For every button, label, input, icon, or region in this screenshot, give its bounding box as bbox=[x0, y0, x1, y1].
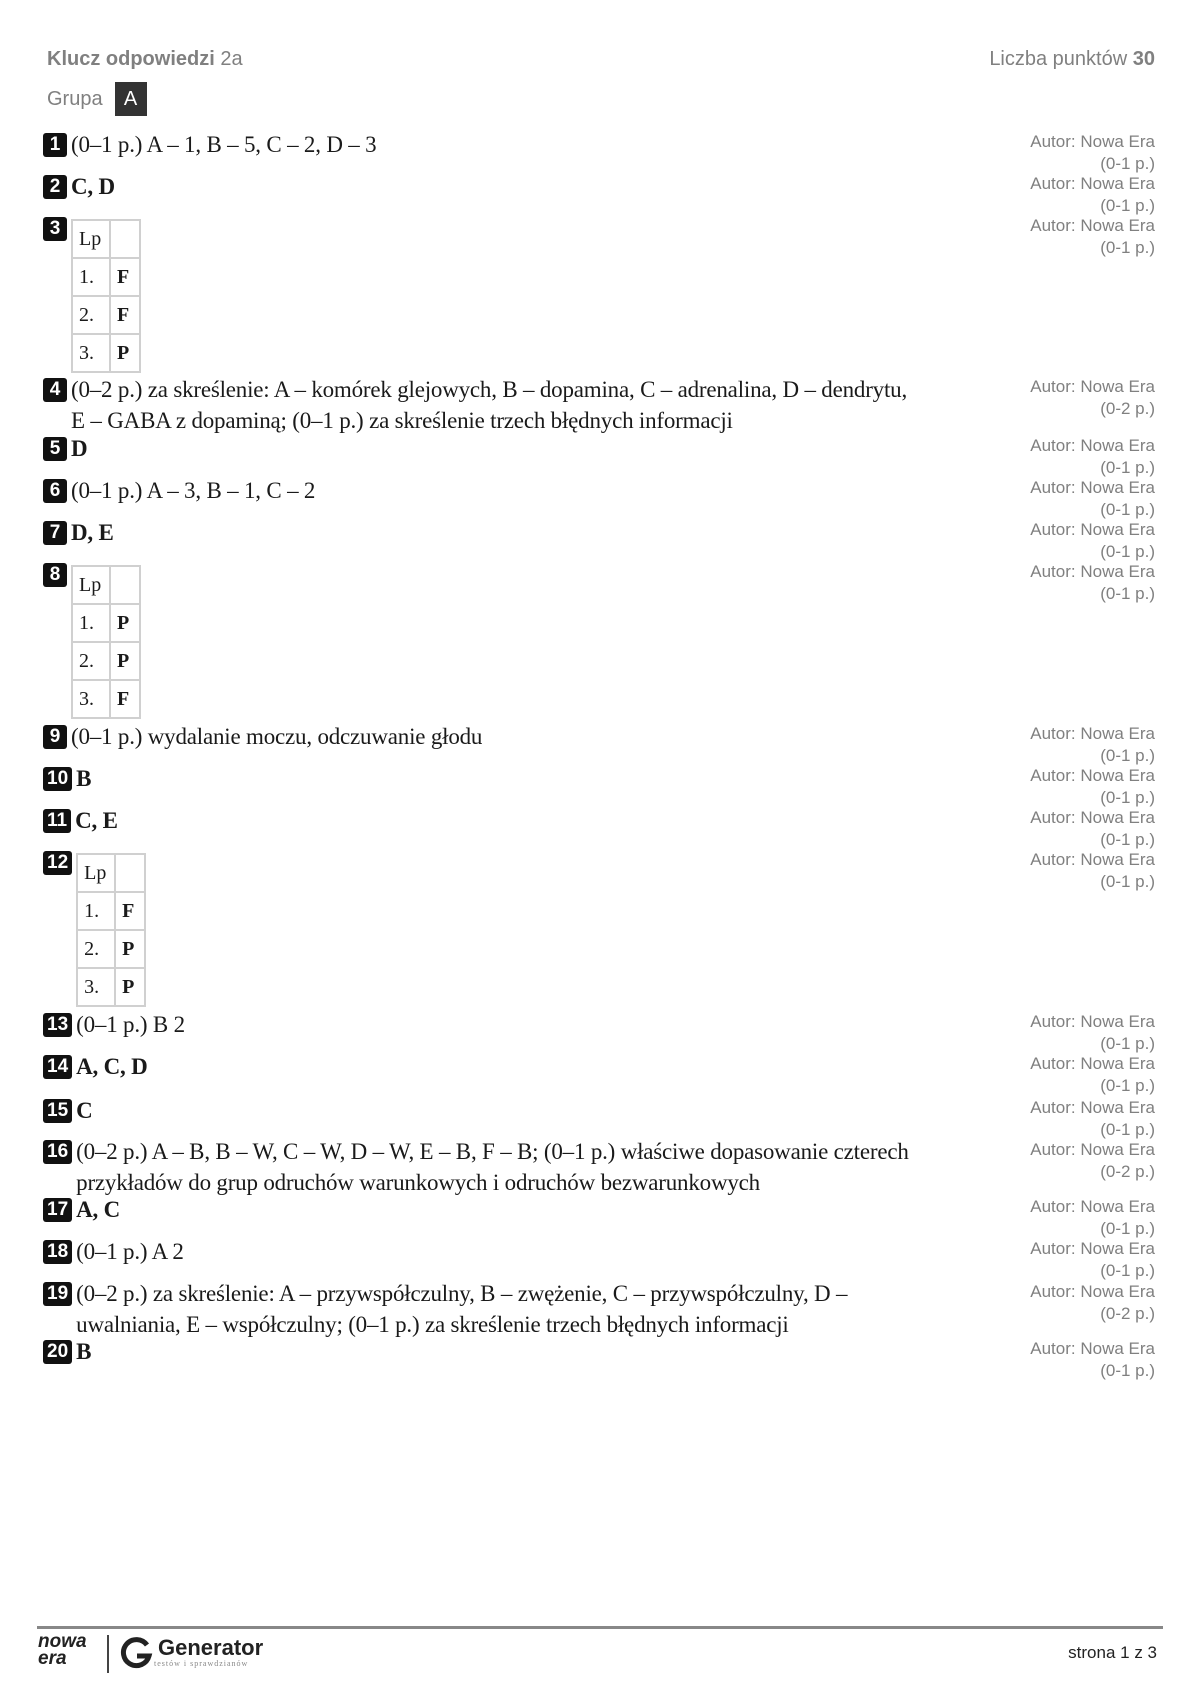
question-17-meta bbox=[955, 1196, 1155, 1240]
author: Autor: Nowa Era bbox=[1030, 562, 1155, 581]
table-row: 2. F bbox=[72, 296, 140, 334]
points-label: Liczba punktów bbox=[989, 48, 1128, 70]
answer-text: B bbox=[76, 1339, 92, 1364]
question-number: 13 bbox=[43, 1013, 72, 1037]
points: (0-1 p.) bbox=[1100, 196, 1155, 215]
answer-text: D bbox=[71, 436, 88, 461]
question-1-meta bbox=[955, 131, 1155, 175]
question-8 bbox=[43, 559, 943, 719]
question-4 bbox=[43, 374, 923, 436]
question-19 bbox=[43, 1278, 923, 1340]
logo-separator bbox=[107, 1635, 109, 1673]
author: Autor: Nowa Era bbox=[1030, 1140, 1155, 1159]
points: (0-1 p.) bbox=[1100, 1261, 1155, 1280]
title-variant: 2a bbox=[220, 48, 243, 70]
question-6-meta bbox=[955, 477, 1155, 521]
question-number: 9 bbox=[43, 725, 67, 749]
author: Autor: Nowa Era bbox=[1030, 1239, 1155, 1258]
points: (0-2 p.) bbox=[1100, 1162, 1155, 1181]
table-row: 2. P bbox=[72, 642, 140, 680]
group-label: Grupa bbox=[47, 87, 103, 110]
table-row: 3. P bbox=[77, 968, 145, 1006]
question-number: 12 bbox=[43, 851, 72, 875]
group-indicator bbox=[47, 82, 147, 116]
author: Autor: Nowa Era bbox=[1030, 1098, 1155, 1117]
points: (0-1 p.) bbox=[1100, 584, 1155, 603]
points: (0-1 p.) bbox=[1100, 1076, 1155, 1095]
question-number: 10 bbox=[43, 767, 72, 791]
answer-text: D, E bbox=[71, 520, 114, 545]
question-number: 19 bbox=[43, 1282, 72, 1306]
question-11-meta bbox=[955, 807, 1155, 851]
table-row: 3. F bbox=[72, 680, 140, 718]
author: Autor: Nowa Era bbox=[1030, 174, 1155, 193]
question-10-meta bbox=[955, 765, 1155, 809]
points: (0-1 p.) bbox=[1100, 1361, 1155, 1380]
points-value: 30 bbox=[1132, 48, 1155, 70]
question-18 bbox=[43, 1236, 943, 1267]
answer-text: C, E bbox=[75, 808, 118, 833]
answer-text: A, C, D bbox=[76, 1054, 148, 1079]
author: Autor: Nowa Era bbox=[1030, 377, 1155, 396]
footer-divider bbox=[37, 1626, 1163, 1629]
points: (0-1 p.) bbox=[1100, 458, 1155, 477]
points: (0-1 p.) bbox=[1100, 238, 1155, 257]
answer-text: C, D bbox=[71, 174, 115, 199]
answer-text: (0–1 p.) A – 1, B – 5, C – 2, D – 3 bbox=[71, 132, 377, 157]
question-19-meta bbox=[955, 1281, 1155, 1325]
author: Autor: Nowa Era bbox=[1030, 520, 1155, 539]
author: Autor: Nowa Era bbox=[1030, 478, 1155, 497]
points: (0-1 p.) bbox=[1100, 154, 1155, 173]
question-12-meta bbox=[955, 849, 1155, 893]
question-number: 20 bbox=[43, 1340, 72, 1364]
question-7 bbox=[43, 517, 943, 548]
answer-text: (0–1 p.) A – 3, B – 1, C – 2 bbox=[71, 478, 316, 503]
question-14-meta bbox=[955, 1053, 1155, 1097]
question-3 bbox=[43, 213, 943, 373]
points: (0-1 p.) bbox=[1100, 500, 1155, 519]
generator-logo bbox=[120, 1636, 263, 1670]
question-number: 16 bbox=[43, 1140, 72, 1164]
points: (0-1 p.) bbox=[1100, 872, 1155, 891]
points: (0-2 p.) bbox=[1100, 399, 1155, 418]
answer-table bbox=[76, 853, 146, 1007]
question-18-meta bbox=[955, 1238, 1155, 1282]
author: Autor: Nowa Era bbox=[1030, 724, 1155, 743]
answer-text: A, C bbox=[76, 1197, 121, 1222]
author: Autor: Nowa Era bbox=[1030, 216, 1155, 235]
question-12 bbox=[43, 847, 943, 1007]
table-row: 3. P bbox=[72, 334, 140, 372]
table-header: Lp bbox=[77, 854, 115, 892]
author: Autor: Nowa Era bbox=[1030, 1197, 1155, 1216]
question-number: 18 bbox=[43, 1240, 72, 1264]
question-11 bbox=[43, 805, 943, 836]
table-row: 1. F bbox=[77, 892, 145, 930]
question-9-meta bbox=[955, 723, 1155, 767]
table-header: Lp bbox=[72, 220, 110, 258]
question-15-meta bbox=[955, 1097, 1155, 1141]
question-14 bbox=[43, 1051, 943, 1082]
answer-text: (0–1 p.) wydalanie moczu, odczuwanie głodu bbox=[71, 724, 483, 749]
logo-line2: era bbox=[38, 1648, 67, 1669]
nowa-era-logo bbox=[38, 1633, 87, 1667]
points: (0-1 p.) bbox=[1100, 788, 1155, 807]
question-number: 1 bbox=[43, 133, 67, 157]
question-7-meta bbox=[955, 519, 1155, 563]
question-20 bbox=[43, 1336, 943, 1367]
question-number: 7 bbox=[43, 521, 67, 545]
logo-line1: nowa bbox=[38, 1631, 87, 1652]
title-bold: Klucz odpowiedzi bbox=[47, 48, 215, 70]
question-17 bbox=[43, 1194, 943, 1225]
points: (0-1 p.) bbox=[1100, 1120, 1155, 1139]
question-number: 14 bbox=[43, 1055, 72, 1079]
answer-table bbox=[71, 219, 141, 373]
author: Autor: Nowa Era bbox=[1030, 1339, 1155, 1358]
question-number: 11 bbox=[43, 809, 71, 833]
question-5-meta bbox=[955, 435, 1155, 479]
table-row: 2. P bbox=[77, 930, 145, 968]
question-1 bbox=[43, 129, 943, 160]
answer-text: (0–1 p.) B 2 bbox=[76, 1012, 185, 1037]
question-20-meta bbox=[955, 1338, 1155, 1382]
points: (0-1 p.) bbox=[1100, 1219, 1155, 1238]
points-total bbox=[989, 48, 1155, 71]
author: Autor: Nowa Era bbox=[1030, 1282, 1155, 1301]
question-15 bbox=[43, 1095, 943, 1126]
points: (0-1 p.) bbox=[1100, 1034, 1155, 1053]
author: Autor: Nowa Era bbox=[1030, 1054, 1155, 1073]
question-number: 6 bbox=[43, 479, 67, 503]
question-16-meta bbox=[955, 1139, 1155, 1183]
generator-g-icon bbox=[120, 1636, 154, 1670]
answer-table bbox=[71, 565, 141, 719]
author: Autor: Nowa Era bbox=[1030, 1012, 1155, 1031]
author: Autor: Nowa Era bbox=[1030, 132, 1155, 151]
question-10 bbox=[43, 763, 943, 794]
table-header: Lp bbox=[72, 566, 110, 604]
points: (0-1 p.) bbox=[1100, 746, 1155, 765]
points: (0-1 p.) bbox=[1100, 830, 1155, 849]
points: (0-1 p.) bbox=[1100, 542, 1155, 561]
table-row: 1. F bbox=[72, 258, 140, 296]
author: Autor: Nowa Era bbox=[1030, 436, 1155, 455]
question-2 bbox=[43, 171, 943, 202]
question-number: 8 bbox=[43, 563, 67, 587]
question-number: 2 bbox=[43, 175, 67, 199]
answer-text: C bbox=[76, 1098, 93, 1123]
question-16 bbox=[43, 1136, 923, 1198]
author: Autor: Nowa Era bbox=[1030, 766, 1155, 785]
question-number: 3 bbox=[43, 217, 67, 241]
question-number: 5 bbox=[43, 437, 67, 461]
author: Autor: Nowa Era bbox=[1030, 808, 1155, 827]
generator-subtitle: testów i sprawdzianów bbox=[154, 1659, 249, 1668]
question-13 bbox=[43, 1009, 943, 1040]
question-6 bbox=[43, 475, 943, 506]
answer-text: B bbox=[76, 766, 92, 791]
question-4-meta bbox=[955, 376, 1155, 420]
question-3-meta bbox=[955, 215, 1155, 259]
question-2-meta bbox=[955, 173, 1155, 217]
answer-text: (0–2 p.) A – B, B – W, C – W, D – W, E – B, F – B; (0–1 p.) właściwe dopasowanie czterech przykładów do grup odruchów warunkowych i odruchów bezwarunkowych bbox=[76, 1139, 909, 1195]
generator-title: Generator bbox=[158, 1635, 264, 1660]
answer-text: (0–2 p.) za skreślenie: A – komórek glejowych, B – dopamina, C – adrenalina, D – dendrytu, E – GABA z dopaminą; (0–1 p.) za skreślenie trzech błędnych informacji bbox=[71, 377, 907, 433]
question-number: 15 bbox=[43, 1099, 72, 1123]
page-number: strona 1 z 3 bbox=[1068, 1643, 1157, 1662]
table-row: 1. P bbox=[72, 604, 140, 642]
question-number: 17 bbox=[43, 1198, 72, 1222]
answer-text: (0–1 p.) A 2 bbox=[76, 1239, 184, 1264]
question-number: 4 bbox=[43, 378, 67, 402]
document-title bbox=[47, 48, 243, 71]
group-badge: A bbox=[115, 82, 147, 116]
author: Autor: Nowa Era bbox=[1030, 850, 1155, 869]
question-13-meta bbox=[955, 1011, 1155, 1055]
points: (0-2 p.) bbox=[1100, 1304, 1155, 1323]
question-9 bbox=[43, 721, 943, 752]
question-8-meta bbox=[955, 561, 1155, 605]
answer-text: (0–2 p.) za skreślenie: A – przywspółczulny, B – zwężenie, C – przywspółczulny, D – uwalniania, E – współczulny; (0–1 p.) za skreślenie trzech błędnych informacji bbox=[76, 1281, 848, 1337]
question-5 bbox=[43, 433, 943, 464]
